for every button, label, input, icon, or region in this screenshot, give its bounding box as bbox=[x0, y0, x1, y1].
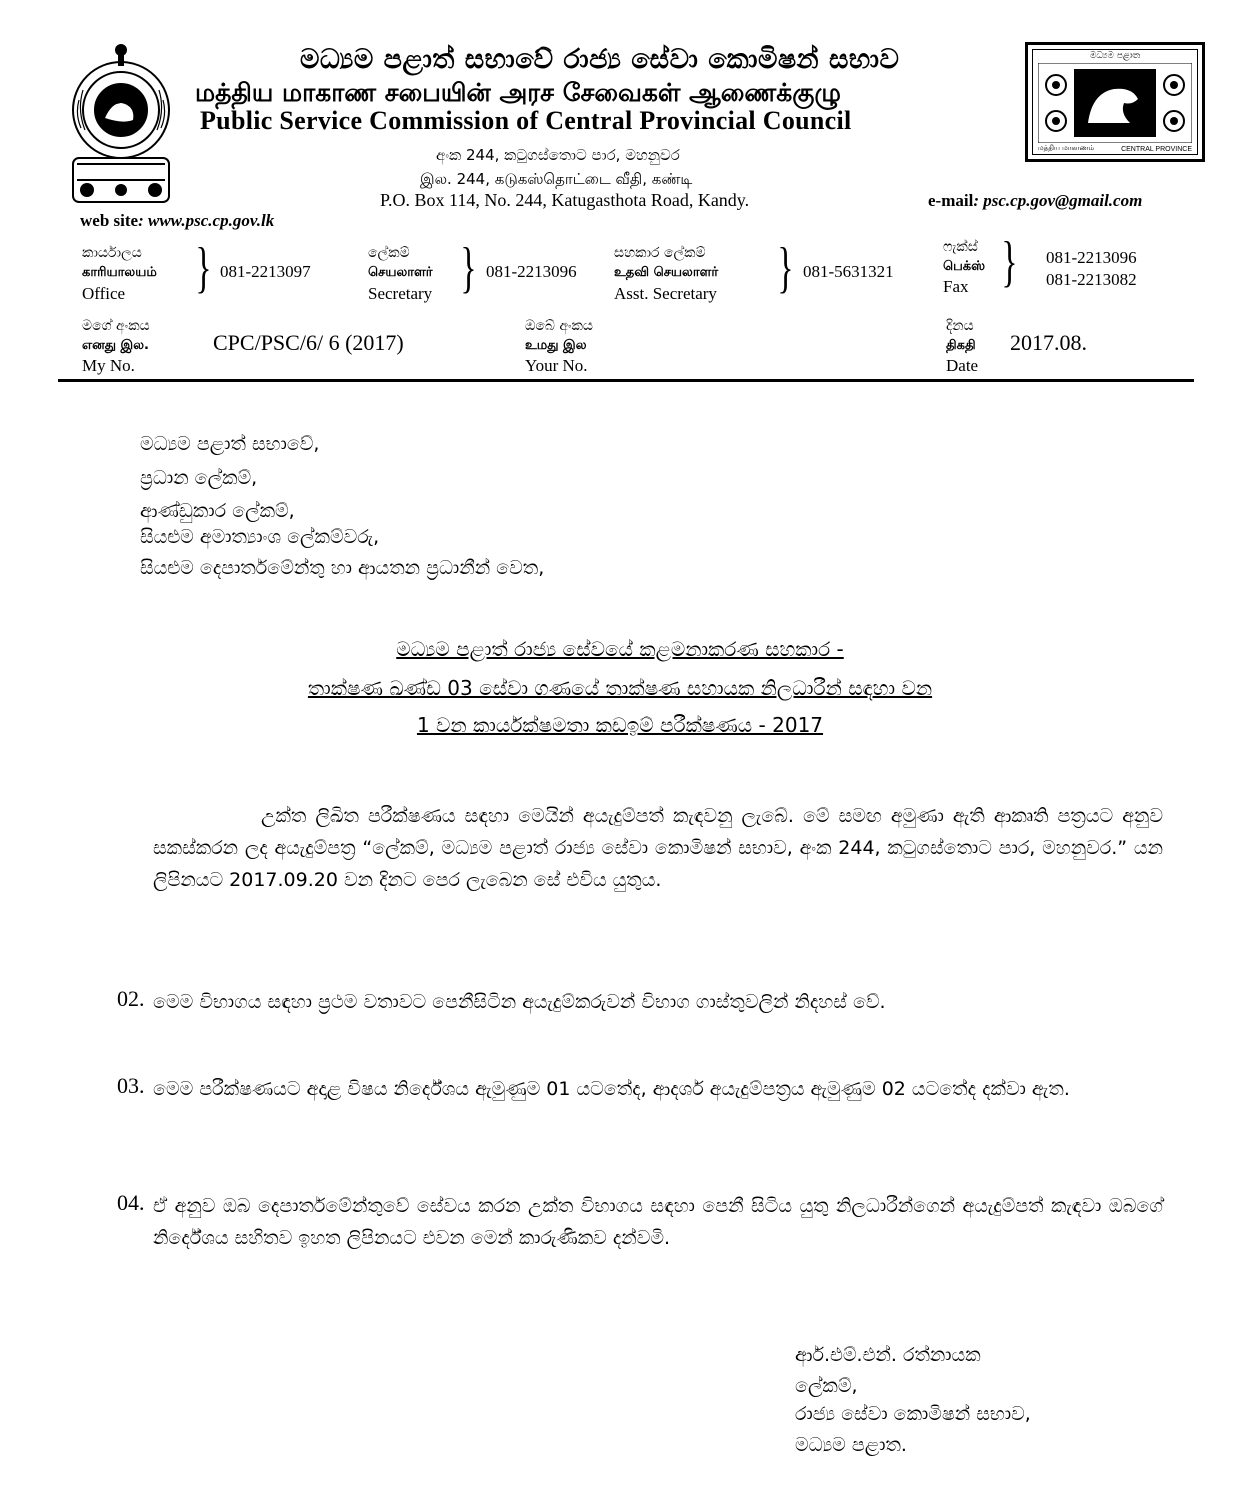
seal-bottom-left-text: மத்திய மாகாணம் bbox=[1038, 144, 1095, 152]
subject-line-1: මධ්‍යම පළාත් රාජ්‍ය සේවයේ කළමනාකරණ සහකාර - bbox=[396, 637, 844, 661]
item-number: 04. bbox=[117, 1190, 145, 1215]
signature-province: මධ්‍යම පළාත. bbox=[795, 1434, 907, 1456]
paragraph-1: උක්ත ලිඛිත පරීක්ෂණය සඳහා මෙයින් අයැදුම්පත් කැඳවනු ලැබේ. මේ සමඟ අමුණා ඇති ආකෘති පත්‍රයට අනුව සකස්කරන ලද අයැදුම්පත්‍ර “ලේකම්, මධ්‍යම පළාත් රාජ්‍ය සේවා කොමිෂන් සභාව, අංක 244, කටුගස්තොට පාර, මහනුවර.” යන ලිපිනයට 2017.09.20 වන දිනට පෙර ලැබෙන සේ එවිය යුතුය. bbox=[153, 805, 1163, 891]
your-no-label-si: ඔබේ අංකය bbox=[525, 318, 593, 334]
recipient-line: සියළුම දෙපාර්තමේන්තු හා ආයතන ප්‍රධානීන් වෙත, bbox=[140, 557, 545, 579]
central-province-seal bbox=[1025, 42, 1205, 162]
recipient-line: සියළුම අමාත්‍යාංශ ලේකම්වරු, bbox=[140, 526, 380, 548]
my-no-value: CPC/PSC/6/ 6 (2017) bbox=[213, 330, 404, 355]
secretary-phone: 081-2213096 bbox=[486, 262, 577, 281]
subject-line-3: 1 වන කාර්යක්ෂමතා කඩඉම් පරීක්ෂණය - 2017 bbox=[416, 713, 824, 737]
office-label-si: කාර්යාලය bbox=[82, 245, 142, 261]
recipient-line: මධ්‍යම පළාත් සභාවේ, bbox=[140, 433, 320, 455]
header-divider bbox=[58, 379, 1194, 382]
fax-label-en: Fax bbox=[943, 277, 969, 296]
header-title-tamil: மத்திய மாகாண சபையின் அரச சேவைகள் ஆணைக்குழு bbox=[195, 78, 842, 107]
item-number: 03. bbox=[117, 1073, 145, 1098]
secretary-brace: } bbox=[460, 237, 477, 299]
signature-name: ආර්.එම්.එන්. රත්නායක bbox=[795, 1344, 981, 1366]
fax-phone-1: 081-2213096 bbox=[1046, 248, 1137, 267]
office-phone: 081-2213097 bbox=[220, 262, 311, 281]
fax-label-si: ෆැක්ස් bbox=[943, 239, 978, 255]
recipient-line: ආණ්ඩුකාර ලේකම්, bbox=[140, 500, 295, 522]
item-text: ඒ අනුව ඔබ දෙපාර්තමේන්තුවේ සේවය කරන උක්ත විභාගය සඳහා පෙනී සිටිය යුතු නිලධාරීන්ගෙන් අයැදුම්පත් කැඳවා ඔබගේ නිර්දේශය සහිතව ඉහත ලිපිනයට එවන මෙන් කාරුණිකව දන්වමි. bbox=[153, 1195, 1163, 1249]
asst-secretary-phone: 081-5631321 bbox=[803, 262, 894, 281]
website bbox=[80, 211, 274, 231]
email-label: e-mail bbox=[928, 191, 974, 210]
address-sinhala: අංක 244, කටුගස්තොට පාර, මහනුවර bbox=[436, 146, 680, 164]
email-value[interactable]: : psc.cp.gov@gmail.com bbox=[973, 191, 1143, 210]
office-label-en: Office bbox=[82, 284, 126, 303]
fax-label-ta: பெக்ஸ் bbox=[943, 259, 986, 274]
seal-top-text: මධ්‍යම පළාත bbox=[1089, 51, 1141, 61]
subject-line-2: තාක්ෂණ ඛණ්ඩ 03 සේවා ගණයේ තාක්ෂණ සහායක නිලධාරීන් සඳහා වන bbox=[307, 676, 933, 700]
email bbox=[928, 191, 1142, 211]
your-no-label-ta: உமது இல bbox=[525, 338, 587, 353]
secretary-label-si: ලේකම් bbox=[368, 245, 410, 261]
secretary-label-en: Secretary bbox=[368, 284, 433, 303]
asst-secretary-label-si: සහකාර ලේකම් bbox=[614, 245, 706, 261]
address-tamil: இல. 244, கடுகஸ்தொட்டை வீதி, கண்டி bbox=[420, 170, 693, 188]
fax-phone-2: 081-2213082 bbox=[1046, 270, 1137, 289]
asst-secretary-label-en: Asst. Secretary bbox=[614, 284, 717, 303]
seal-bottom-right-text: CENTRAL PROVINCE bbox=[1121, 146, 1192, 153]
my-no-label-en: My No. bbox=[82, 356, 135, 375]
signature-title: ලේකම්, bbox=[795, 1375, 858, 1397]
website-label: web site bbox=[80, 211, 139, 230]
asst-secretary-label-ta: உதவி செயலாளர் bbox=[614, 265, 719, 280]
date-label-si: දිනය bbox=[946, 318, 974, 334]
my-no-label-si: මගේ අංකය bbox=[82, 318, 150, 334]
fax-brace: } bbox=[1001, 231, 1018, 293]
date-value: 2017.08. bbox=[1010, 330, 1087, 355]
national-emblem-logo bbox=[65, 40, 177, 208]
item-text: මෙම විභාගය සඳහා ප්‍රථම වතාවට පෙනීසිටින අයැදුම්කරුවන් විභාග ගාස්තුවලින් නිදහස් වේ. bbox=[153, 991, 886, 1013]
signature-organization: රාජ්‍ය සේවා කොමිෂන් සභාව, bbox=[795, 1403, 1031, 1425]
date-label-en: Date bbox=[946, 356, 979, 375]
secretary-label-ta: செயலாளர் bbox=[368, 265, 433, 280]
office-brace: } bbox=[195, 237, 212, 299]
website-value[interactable]: : www.psc.cp.gov.lk bbox=[138, 211, 275, 230]
my-no-label-ta: எனது இல. bbox=[82, 338, 149, 353]
your-no-label-en: Your No. bbox=[525, 356, 588, 375]
lion-flag-icon bbox=[1038, 63, 1192, 143]
header-title-sinhala: මධ්‍යම පළාත් සභාවේ රාජ්‍ය සේවා කොමිෂන් සභාව bbox=[300, 44, 900, 75]
date-label-ta: திகதி bbox=[946, 338, 976, 353]
office-label-ta: காரியாலயம் bbox=[82, 265, 157, 280]
address-english: P.O. Box 114, No. 244, Katugasthota Road, Kandy. bbox=[380, 190, 750, 210]
header-title-english: Public Service Commission of Central Provincial Council bbox=[200, 106, 852, 135]
recipient-line: ප්‍රධාන ලේකම්, bbox=[140, 467, 258, 489]
asst-secretary-brace: } bbox=[777, 237, 794, 299]
item-text: මෙම පරීක්ෂණයට අදාළ විෂය නිර්දේශය ඇමුණුම 01 යටතේද, ආදර්ශ අයැදුම්පත්‍රය ඇමුණුම 02 යටතේද දක්වා ඇත. bbox=[153, 1078, 1070, 1100]
item-number: 02. bbox=[117, 986, 145, 1011]
